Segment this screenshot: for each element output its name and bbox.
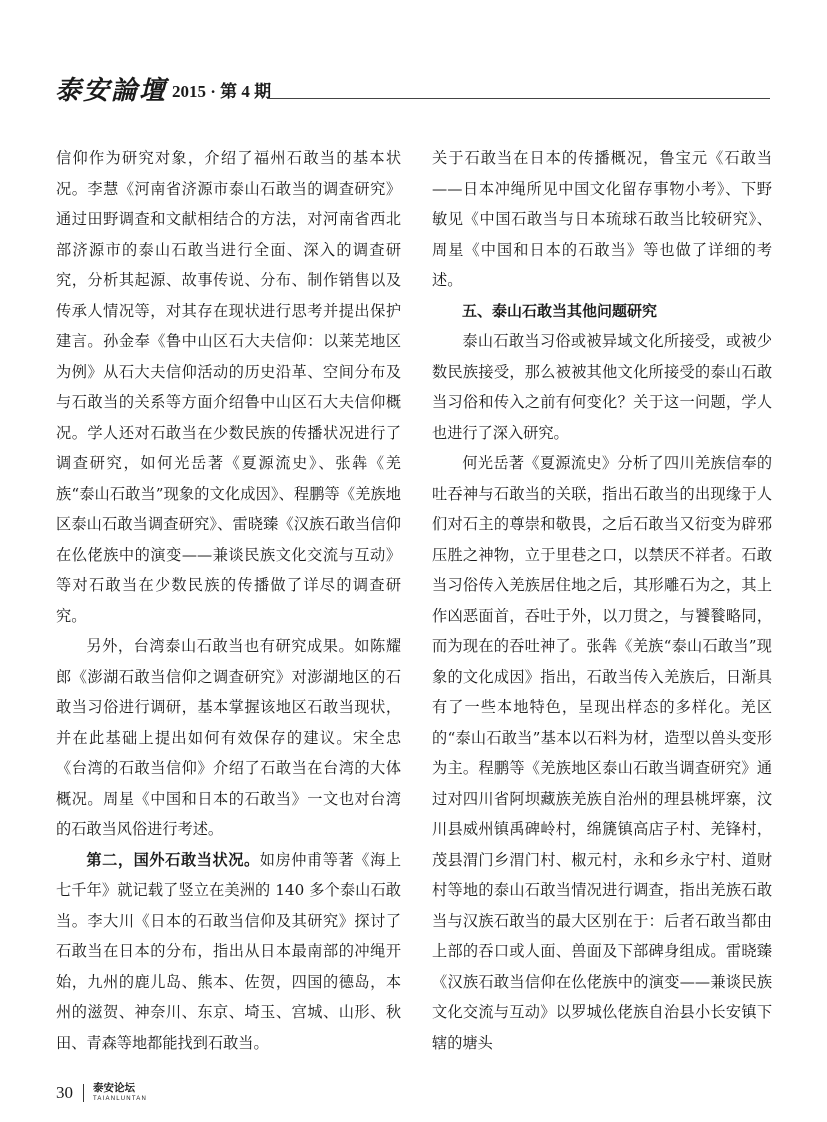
section-lead: 第二，国外石敢当状况。	[86, 850, 260, 869]
section-heading: 五、泰山石敢当其他问题研究	[462, 301, 658, 320]
footer-journal-en: TAIANLUNTAN	[93, 1096, 147, 1102]
left-paragraph-1: 信仰作为研究对象，介绍了福州石敢当的基本状况。李慧《河南省济源市泰山石敢当的调查研究》通过田野调查和文献相结合的方法，对河南省西北部济源市的泰山石敢当进行全面、深入的调查研究，分析其起源、故事传说、分布、制作销售以及传承人情况等，对其存在现状进行思考并提出保护建言。孙金奉《鲁中山区石大夫信仰：以莱芜地区为例》从石大夫信仰活动的历史沿革、空间分布及与石敢当的关系等方面介绍鲁中山区石大夫信仰概况。学人还对石敢当在少数民族的传播状况进行了调查研究，如何光岳著《夏源流史》、张犇《羌族“泰山石敢当”现象的文化成因》、程鹏等《羌族地区泰山石敢当调查研究》、雷晓臻《汉族石敢当信仰在仫佬族中的演变——兼谈民族文化交流与互动》等对石敢当在少数民族的传播做了详尽的调查研究。	[56, 149, 401, 625]
header-rule	[267, 98, 770, 99]
right-paragraph-3: 何光岳著《夏源流史》分析了四川羌族信奉的吐吞神与石敢当的关联，指出石敢当的出现缘于人们对石主的尊崇和敬畏，之后石敢当又衍变为辟邪压胜之神物，立于里巷之口，以禁厌不祥者。石敢当习俗传入羌族居住地之后，其形雕石为之，其上作凶恶面首，吞吐于外，以刀贯之，与饕餮略同，而为现在的吞吐神了。张犇《羌族“泰山石敢当”现象的文化成因》指出，石敢当传入羌族后，日渐具有了一些本地特色，呈现出样态的多样化。羌区的“泰山石敢当”基本以石料为材，造型以兽头变形为主。程鹏等《羌族地区泰山石敢当调查研究》通过对四川省阿坝藏族羌族自治州的理县桃坪寨，汶川县威州镇禹碑岭村，绵篪镇高店子村、羌锋村，茂县渭门乡渭门村、椒元村，永和乡永宁村、道财村等地的泰山石敢当情况进行调查，指出羌族石敢当与汉族石敢当的最大区别在于：后者石敢当都由上部的吞口或人面、兽面及下部碑身组成。雷晓臻《汉族石敢当信仰在仫佬族中的演变——兼谈民族文化交流与互动》以罗城仫佬族自治县小长安镇下辖的塘头	[432, 454, 772, 1052]
left-paragraph-3	[56, 845, 401, 1059]
journal-title: 泰安論壇	[55, 76, 168, 106]
issue-label: 2015 · 第 4 期	[172, 82, 272, 101]
footer-divider	[83, 1084, 84, 1102]
left-paragraph-3-text: 如房仲甫等著《海上七千年》就记载了竖立在美洲的 140 多个泰山石敢当。李大川《日本的石敢当信仰及其研究》探讨了石敢当在日本的分布，指出从日本最南部的冲绳开始，九州的鹿儿岛、熊本、佐贺，四国的德岛，本州的滋贺、神奈川、东京、埼玉、宫城、山形、秋田、青森等地都能找到石敢当。	[56, 850, 402, 1052]
right-paragraph-2: 泰山石敢当习俗或被异域文化所接受，或被少数民族接受，那么被被其他文化所接受的泰山石敢当习俗和传入之前有何变化？关于这一问题，学人也进行了深入研究。	[432, 332, 772, 442]
left-column	[56, 143, 401, 1058]
right-paragraph-1: 关于石敢当在日本的传播概况，鲁宝元《石敢当——日本冲绳所见中国文化留存事物小考》、下野敏见《中国石敢当与日本琉球石敢当比较研究》、周星《中国和日本的石敢当》等也做了详细的考述。	[432, 149, 772, 289]
footer-journal-cn: 泰安论坛	[93, 1082, 135, 1094]
page-number: 30	[56, 1083, 73, 1102]
left-paragraph-2: 另外，台湾泰山石敢当也有研究成果。如陈耀郎《澎湖石敢当信仰之调查研究》对澎湖地区的石敢当习俗进行调研，基本掌握该地区石敢当现状，并在此基础上提出如何有效保存的建议。宋全忠《台湾的石敢当信仰》介绍了石敢当在台湾的大体概况。周星《中国和日本的石敢当》一文也对台湾的石敢当风俗进行考述。	[56, 637, 401, 838]
right-column	[432, 143, 772, 1058]
running-header	[55, 76, 770, 106]
